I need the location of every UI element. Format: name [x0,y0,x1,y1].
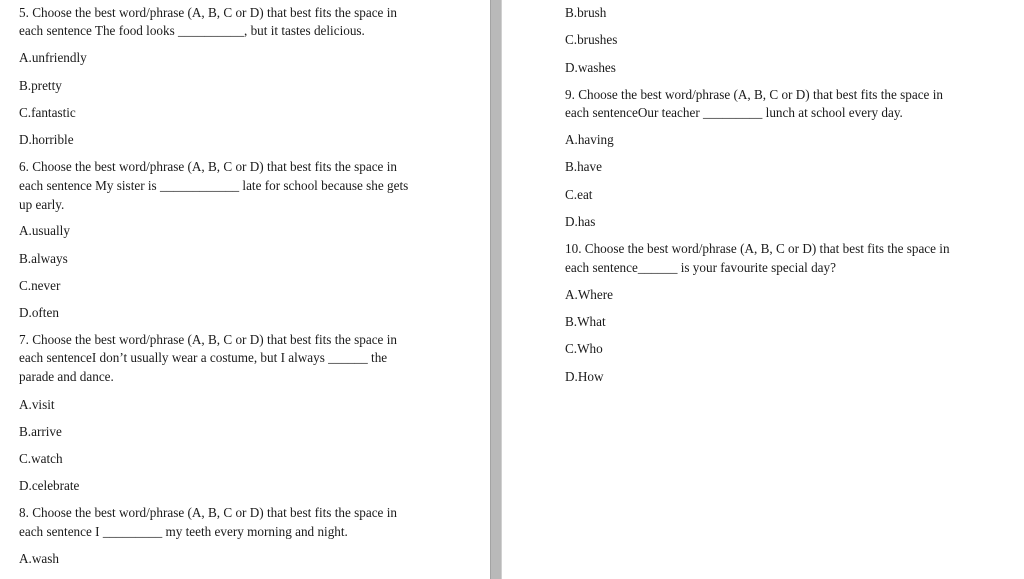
question-7-option-d[interactable]: D.celebrate [19,478,80,493]
question-7-option-c[interactable]: C.watch [19,451,63,466]
question-5-option-b[interactable]: B.pretty [19,78,62,93]
question-5-option-a[interactable]: A.unfriendly [19,50,87,65]
question-6-option-d[interactable]: D.often [19,305,59,320]
question-9-option-c[interactable]: C.eat [565,187,593,202]
question-10-option-b[interactable]: B.What [565,314,606,329]
question-8-stem-line-1: 8. Choose the best word/phrase (A, B, C or D) that best fits the space in [19,505,397,520]
page-left [0,0,490,579]
question-7-stem-line-2: each sentenceI don’t usually wear a costume, but I always ______ the [19,350,388,365]
question-5-option-c[interactable]: C.fantastic [19,105,76,120]
question-6-stem-line-1: 6. Choose the best word/phrase (A, B, C or D) that best fits the space in [19,159,397,174]
question-10-stem-line-1: 10. Choose the best word/phrase (A, B, C or D) that best fits the space in [565,241,950,256]
question-9-stem-line-2: each sentenceOur teacher _________ lunch at school every day. [565,105,903,120]
question-8-option-d[interactable]: D.washes [565,60,616,75]
question-10-option-d[interactable]: D.How [565,369,604,384]
question-10-option-a[interactable]: A.Where [565,287,613,302]
question-8-option-a[interactable]: A.wash [19,551,59,566]
question-5-stem-line-2: each sentence The food looks __________, but it tastes delicious. [19,23,365,38]
question-5-option-d[interactable]: D.horrible [19,132,74,147]
question-9-option-b[interactable]: B.have [565,159,602,174]
question-6-option-c[interactable]: C.never [19,278,61,293]
question-6-option-a[interactable]: A.usually [19,223,70,238]
question-7-stem-line-3: parade and dance. [19,369,114,384]
question-8-stem-line-2: each sentence I _________ my teeth every morning and night. [19,524,348,539]
question-10-stem-line-2: each sentence______ is your favourite special day? [565,260,836,275]
question-6-option-b[interactable]: B.always [19,251,68,266]
question-7-stem-line-1: 7. Choose the best word/phrase (A, B, C or D) that best fits the space in [19,332,397,347]
question-6-stem-line-2: each sentence My sister is ____________ late for school because she gets [19,178,409,193]
question-7-option-b[interactable]: B.arrive [19,424,62,439]
question-10-option-c[interactable]: C.Who [565,341,603,356]
question-7-option-a[interactable]: A.visit [19,397,55,412]
question-8-option-b[interactable]: B.brush [565,5,607,20]
question-6-stem-line-3: up early. [19,197,65,212]
question-5-stem-line-1: 5. Choose the best word/phrase (A, B, C or D) that best fits the space in [19,5,397,20]
page-divider [490,0,502,579]
question-9-option-d[interactable]: D.has [565,214,596,229]
page-right [502,0,1024,579]
question-9-option-a[interactable]: A.having [565,132,614,147]
question-8-option-c[interactable]: C.brushes [565,32,618,47]
question-9-stem-line-1: 9. Choose the best word/phrase (A, B, C or D) that best fits the space in [565,87,943,102]
